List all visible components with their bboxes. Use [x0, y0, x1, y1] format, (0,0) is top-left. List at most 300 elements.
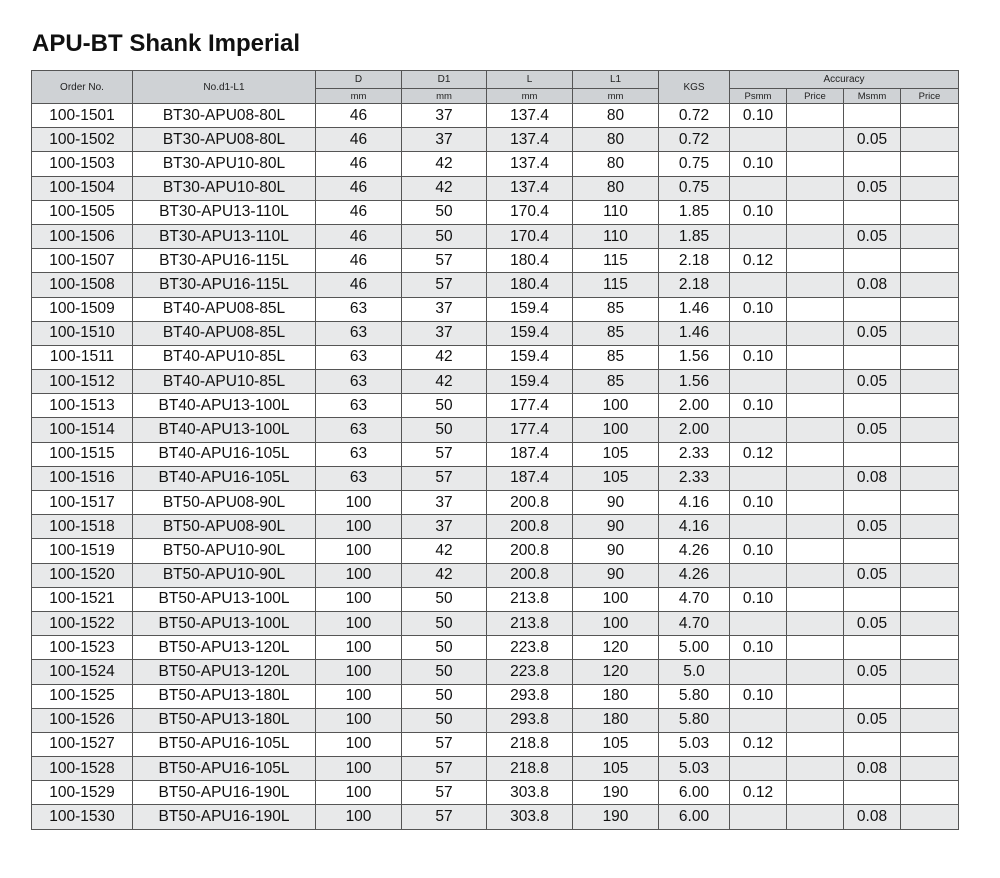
cell-d1: 50: [402, 224, 487, 248]
cell-model: BT40-APU08-85L: [133, 321, 316, 345]
cell-kgs: 5.00: [659, 636, 730, 660]
header-accuracy: Accuracy: [730, 71, 959, 89]
cell-d1: 42: [402, 176, 487, 200]
cell-d1: 57: [402, 732, 487, 756]
cell-kgs: 2.33: [659, 442, 730, 466]
cell-order-no: 100-1527: [32, 732, 133, 756]
cell-d1: 57: [402, 273, 487, 297]
cell-price-ps: [787, 563, 844, 587]
cell-model: BT50-APU16-190L: [133, 781, 316, 805]
cell-psmm: [730, 757, 787, 781]
table-row: [32, 636, 959, 660]
cell-d: 63: [316, 466, 402, 490]
cell-psmm: [730, 418, 787, 442]
cell-order-no: 100-1522: [32, 611, 133, 635]
cell-price-ps: [787, 249, 844, 273]
cell-d1: 50: [402, 394, 487, 418]
cell-msmm: 0.05: [844, 708, 901, 732]
cell-price-ps: [787, 611, 844, 635]
cell-d1: 37: [402, 321, 487, 345]
header-price-ps: Price: [787, 89, 844, 104]
cell-l1: 105: [573, 732, 659, 756]
cell-d1: 50: [402, 418, 487, 442]
cell-kgs: 2.00: [659, 418, 730, 442]
cell-l1: 105: [573, 466, 659, 490]
cell-d: 46: [316, 273, 402, 297]
cell-model: BT40-APU16-105L: [133, 442, 316, 466]
cell-d: 63: [316, 418, 402, 442]
header-order-no: Order No.: [32, 71, 133, 104]
cell-l: 293.8: [487, 684, 573, 708]
cell-price-ps: [787, 128, 844, 152]
header-msmm: Msmm: [844, 89, 901, 104]
cell-price-ps: [787, 224, 844, 248]
cell-d: 100: [316, 732, 402, 756]
cell-d1: 37: [402, 297, 487, 321]
cell-l: 303.8: [487, 805, 573, 829]
cell-price-ps: [787, 442, 844, 466]
cell-l: 200.8: [487, 491, 573, 515]
cell-l1: 90: [573, 491, 659, 515]
cell-psmm: 0.12: [730, 249, 787, 273]
cell-price-ps: [787, 539, 844, 563]
cell-price-ps: [787, 370, 844, 394]
table-row: [32, 176, 959, 200]
cell-d: 63: [316, 370, 402, 394]
cell-kgs: 4.26: [659, 539, 730, 563]
header-l1: L1: [573, 71, 659, 89]
cell-d: 100: [316, 757, 402, 781]
cell-order-no: 100-1523: [32, 636, 133, 660]
cell-l1: 180: [573, 708, 659, 732]
cell-l: 159.4: [487, 345, 573, 369]
cell-price-ps: [787, 515, 844, 539]
cell-price-ps: [787, 466, 844, 490]
cell-d1: 37: [402, 515, 487, 539]
cell-d1: 57: [402, 757, 487, 781]
table-row: [32, 515, 959, 539]
cell-price-ms: [901, 176, 959, 200]
cell-order-no: 100-1515: [32, 442, 133, 466]
cell-d1: 50: [402, 611, 487, 635]
cell-price-ms: [901, 128, 959, 152]
cell-d: 100: [316, 684, 402, 708]
table-row: [32, 491, 959, 515]
cell-order-no: 100-1525: [32, 684, 133, 708]
cell-price-ms: [901, 491, 959, 515]
cell-l: 177.4: [487, 394, 573, 418]
cell-l1: 80: [573, 152, 659, 176]
cell-msmm: [844, 636, 901, 660]
cell-price-ps: [787, 732, 844, 756]
cell-msmm: 0.08: [844, 805, 901, 829]
cell-l: 187.4: [487, 442, 573, 466]
cell-d1: 42: [402, 563, 487, 587]
table-row: [32, 805, 959, 829]
cell-l1: 100: [573, 611, 659, 635]
cell-d1: 50: [402, 636, 487, 660]
cell-l: 200.8: [487, 515, 573, 539]
cell-msmm: [844, 587, 901, 611]
cell-d: 46: [316, 200, 402, 224]
cell-d1: 57: [402, 805, 487, 829]
cell-price-ps: [787, 273, 844, 297]
table-row: [32, 152, 959, 176]
cell-order-no: 100-1521: [32, 587, 133, 611]
cell-l1: 110: [573, 224, 659, 248]
cell-price-ms: [901, 370, 959, 394]
cell-model: BT30-APU16-115L: [133, 273, 316, 297]
header-d1: D1: [402, 71, 487, 89]
cell-order-no: 100-1512: [32, 370, 133, 394]
cell-model: BT50-APU08-90L: [133, 491, 316, 515]
cell-l: 180.4: [487, 273, 573, 297]
cell-l1: 90: [573, 539, 659, 563]
cell-psmm: [730, 660, 787, 684]
cell-model: BT40-APU13-100L: [133, 418, 316, 442]
cell-price-ms: [901, 611, 959, 635]
table-row: [32, 200, 959, 224]
cell-price-ms: [901, 273, 959, 297]
cell-kgs: 0.75: [659, 152, 730, 176]
cell-d: 100: [316, 539, 402, 563]
cell-price-ms: [901, 200, 959, 224]
unit-l1: mm: [573, 89, 659, 104]
cell-l1: 180: [573, 684, 659, 708]
cell-l1: 90: [573, 563, 659, 587]
cell-psmm: 0.10: [730, 587, 787, 611]
cell-msmm: [844, 104, 901, 128]
cell-d1: 50: [402, 660, 487, 684]
cell-msmm: [844, 249, 901, 273]
cell-d: 100: [316, 515, 402, 539]
cell-model: BT40-APU10-85L: [133, 370, 316, 394]
cell-msmm: 0.05: [844, 418, 901, 442]
cell-price-ms: [901, 104, 959, 128]
cell-psmm: 0.10: [730, 684, 787, 708]
cell-psmm: [730, 128, 787, 152]
cell-l1: 115: [573, 249, 659, 273]
cell-price-ms: [901, 321, 959, 345]
table-row: [32, 757, 959, 781]
cell-price-ps: [787, 636, 844, 660]
cell-price-ms: [901, 249, 959, 273]
cell-order-no: 100-1520: [32, 563, 133, 587]
cell-d: 63: [316, 321, 402, 345]
cell-model: BT50-APU08-90L: [133, 515, 316, 539]
cell-d1: 57: [402, 781, 487, 805]
cell-l: 159.4: [487, 297, 573, 321]
header-psmm: Psmm: [730, 89, 787, 104]
cell-msmm: 0.05: [844, 370, 901, 394]
cell-order-no: 100-1528: [32, 757, 133, 781]
cell-d1: 37: [402, 104, 487, 128]
cell-l1: 100: [573, 418, 659, 442]
unit-d: mm: [316, 89, 402, 104]
table-row: [32, 128, 959, 152]
cell-price-ps: [787, 660, 844, 684]
cell-msmm: [844, 297, 901, 321]
cell-d1: 42: [402, 370, 487, 394]
cell-kgs: 4.70: [659, 587, 730, 611]
cell-price-ps: [787, 491, 844, 515]
cell-l1: 80: [573, 104, 659, 128]
cell-model: BT30-APU10-80L: [133, 176, 316, 200]
cell-kgs: 2.00: [659, 394, 730, 418]
cell-l: 137.4: [487, 128, 573, 152]
cell-model: BT30-APU16-115L: [133, 249, 316, 273]
cell-kgs: 5.80: [659, 708, 730, 732]
header-model: No.d1-L1: [133, 71, 316, 104]
cell-l1: 190: [573, 805, 659, 829]
cell-msmm: 0.05: [844, 128, 901, 152]
cell-price-ps: [787, 418, 844, 442]
cell-d: 63: [316, 394, 402, 418]
cell-l1: 100: [573, 587, 659, 611]
cell-model: BT30-APU13-110L: [133, 224, 316, 248]
cell-l: 223.8: [487, 636, 573, 660]
cell-model: BT30-APU10-80L: [133, 152, 316, 176]
cell-d: 46: [316, 176, 402, 200]
header-price-ms: Price: [901, 89, 959, 104]
cell-kgs: 0.72: [659, 104, 730, 128]
cell-l1: 190: [573, 781, 659, 805]
cell-l1: 80: [573, 176, 659, 200]
cell-d1: 37: [402, 128, 487, 152]
cell-psmm: [730, 611, 787, 635]
cell-msmm: 0.08: [844, 466, 901, 490]
cell-l: 218.8: [487, 732, 573, 756]
cell-msmm: [844, 345, 901, 369]
cell-price-ms: [901, 781, 959, 805]
cell-order-no: 100-1514: [32, 418, 133, 442]
cell-price-ps: [787, 757, 844, 781]
table-row: [32, 563, 959, 587]
cell-model: BT40-APU08-85L: [133, 297, 316, 321]
cell-msmm: [844, 539, 901, 563]
cell-order-no: 100-1505: [32, 200, 133, 224]
cell-d1: 42: [402, 539, 487, 563]
cell-price-ms: [901, 708, 959, 732]
cell-model: BT50-APU13-120L: [133, 660, 316, 684]
cell-model: BT50-APU13-180L: [133, 708, 316, 732]
cell-psmm: 0.10: [730, 297, 787, 321]
cell-order-no: 100-1530: [32, 805, 133, 829]
table-row: [32, 224, 959, 248]
cell-psmm: [730, 321, 787, 345]
cell-msmm: 0.05: [844, 176, 901, 200]
cell-l: 293.8: [487, 708, 573, 732]
cell-kgs: 4.16: [659, 515, 730, 539]
cell-psmm: 0.12: [730, 442, 787, 466]
cell-psmm: [730, 708, 787, 732]
table-row: [32, 104, 959, 128]
cell-order-no: 100-1529: [32, 781, 133, 805]
cell-psmm: 0.10: [730, 539, 787, 563]
cell-d: 46: [316, 104, 402, 128]
cell-l1: 120: [573, 636, 659, 660]
cell-kgs: 6.00: [659, 805, 730, 829]
cell-l: 303.8: [487, 781, 573, 805]
cell-d1: 50: [402, 587, 487, 611]
cell-d: 100: [316, 708, 402, 732]
cell-order-no: 100-1509: [32, 297, 133, 321]
table-row: [32, 442, 959, 466]
cell-psmm: [730, 805, 787, 829]
cell-kgs: 1.85: [659, 200, 730, 224]
cell-model: BT40-APU16-105L: [133, 466, 316, 490]
cell-price-ps: [787, 297, 844, 321]
cell-d: 100: [316, 587, 402, 611]
cell-kgs: 5.0: [659, 660, 730, 684]
table-row: [32, 587, 959, 611]
cell-order-no: 100-1519: [32, 539, 133, 563]
cell-l: 200.8: [487, 563, 573, 587]
cell-price-ps: [787, 321, 844, 345]
cell-d: 46: [316, 249, 402, 273]
cell-price-ms: [901, 345, 959, 369]
cell-order-no: 100-1511: [32, 345, 133, 369]
cell-l: 170.4: [487, 224, 573, 248]
table-row: [32, 732, 959, 756]
cell-l: 137.4: [487, 176, 573, 200]
table-row: [32, 394, 959, 418]
cell-model: BT50-APU13-180L: [133, 684, 316, 708]
cell-model: BT50-APU13-100L: [133, 611, 316, 635]
cell-model: BT50-APU16-105L: [133, 757, 316, 781]
cell-price-ms: [901, 394, 959, 418]
header-d: D: [316, 71, 402, 89]
spec-table: [31, 70, 959, 830]
cell-price-ms: [901, 732, 959, 756]
cell-price-ps: [787, 345, 844, 369]
table-row: [32, 249, 959, 273]
cell-l: 137.4: [487, 152, 573, 176]
cell-msmm: 0.05: [844, 224, 901, 248]
cell-price-ms: [901, 805, 959, 829]
cell-msmm: [844, 152, 901, 176]
cell-price-ms: [901, 442, 959, 466]
cell-kgs: 4.16: [659, 491, 730, 515]
cell-kgs: 2.33: [659, 466, 730, 490]
cell-msmm: [844, 442, 901, 466]
cell-model: BT40-APU10-85L: [133, 345, 316, 369]
cell-kgs: 1.85: [659, 224, 730, 248]
cell-kgs: 6.00: [659, 781, 730, 805]
cell-psmm: [730, 224, 787, 248]
cell-d1: 50: [402, 708, 487, 732]
cell-price-ms: [901, 418, 959, 442]
unit-l: mm: [487, 89, 573, 104]
cell-d1: 57: [402, 249, 487, 273]
cell-price-ps: [787, 104, 844, 128]
table-row: [32, 684, 959, 708]
cell-kgs: 4.70: [659, 611, 730, 635]
header-kgs: KGS: [659, 71, 730, 104]
cell-price-ms: [901, 297, 959, 321]
cell-d1: 50: [402, 684, 487, 708]
cell-l: 213.8: [487, 611, 573, 635]
cell-kgs: 1.56: [659, 345, 730, 369]
cell-d1: 37: [402, 491, 487, 515]
cell-price-ms: [901, 636, 959, 660]
cell-model: BT40-APU13-100L: [133, 394, 316, 418]
cell-l1: 120: [573, 660, 659, 684]
cell-l1: 85: [573, 370, 659, 394]
cell-price-ps: [787, 176, 844, 200]
cell-l1: 85: [573, 321, 659, 345]
cell-d: 46: [316, 224, 402, 248]
cell-model: BT50-APU13-100L: [133, 587, 316, 611]
cell-psmm: 0.10: [730, 345, 787, 369]
cell-price-ps: [787, 805, 844, 829]
cell-psmm: 0.10: [730, 394, 787, 418]
cell-order-no: 100-1504: [32, 176, 133, 200]
cell-l1: 80: [573, 128, 659, 152]
cell-d: 63: [316, 297, 402, 321]
table-row: [32, 781, 959, 805]
cell-model: BT30-APU08-80L: [133, 128, 316, 152]
cell-msmm: 0.05: [844, 660, 901, 684]
cell-model: BT50-APU13-120L: [133, 636, 316, 660]
table-header: [32, 71, 959, 104]
cell-order-no: 100-1501: [32, 104, 133, 128]
cell-kgs: 0.72: [659, 128, 730, 152]
page-title: APU-BT Shank Imperial: [32, 30, 301, 57]
cell-kgs: 2.18: [659, 273, 730, 297]
cell-kgs: 1.46: [659, 297, 730, 321]
table-row: [32, 345, 959, 369]
cell-l: 200.8: [487, 539, 573, 563]
cell-l: 137.4: [487, 104, 573, 128]
cell-order-no: 100-1517: [32, 491, 133, 515]
cell-price-ps: [787, 708, 844, 732]
cell-psmm: [730, 370, 787, 394]
cell-psmm: 0.10: [730, 104, 787, 128]
cell-l: 159.4: [487, 370, 573, 394]
cell-price-ms: [901, 684, 959, 708]
cell-d: 100: [316, 660, 402, 684]
cell-d: 100: [316, 611, 402, 635]
cell-order-no: 100-1503: [32, 152, 133, 176]
cell-model: BT30-APU08-80L: [133, 104, 316, 128]
cell-price-ps: [787, 587, 844, 611]
cell-order-no: 100-1518: [32, 515, 133, 539]
cell-l: 170.4: [487, 200, 573, 224]
cell-l1: 110: [573, 200, 659, 224]
cell-price-ms: [901, 660, 959, 684]
table-row: [32, 660, 959, 684]
header-l: L: [487, 71, 573, 89]
table-row: [32, 370, 959, 394]
cell-price-ms: [901, 563, 959, 587]
cell-price-ms: [901, 515, 959, 539]
cell-order-no: 100-1524: [32, 660, 133, 684]
cell-d: 46: [316, 152, 402, 176]
cell-msmm: [844, 684, 901, 708]
cell-kgs: 2.18: [659, 249, 730, 273]
cell-l: 218.8: [487, 757, 573, 781]
cell-l: 159.4: [487, 321, 573, 345]
table-row: [32, 297, 959, 321]
cell-psmm: [730, 563, 787, 587]
cell-msmm: [844, 732, 901, 756]
cell-msmm: [844, 200, 901, 224]
cell-psmm: 0.10: [730, 491, 787, 515]
cell-price-ms: [901, 757, 959, 781]
cell-msmm: [844, 394, 901, 418]
cell-order-no: 100-1506: [32, 224, 133, 248]
